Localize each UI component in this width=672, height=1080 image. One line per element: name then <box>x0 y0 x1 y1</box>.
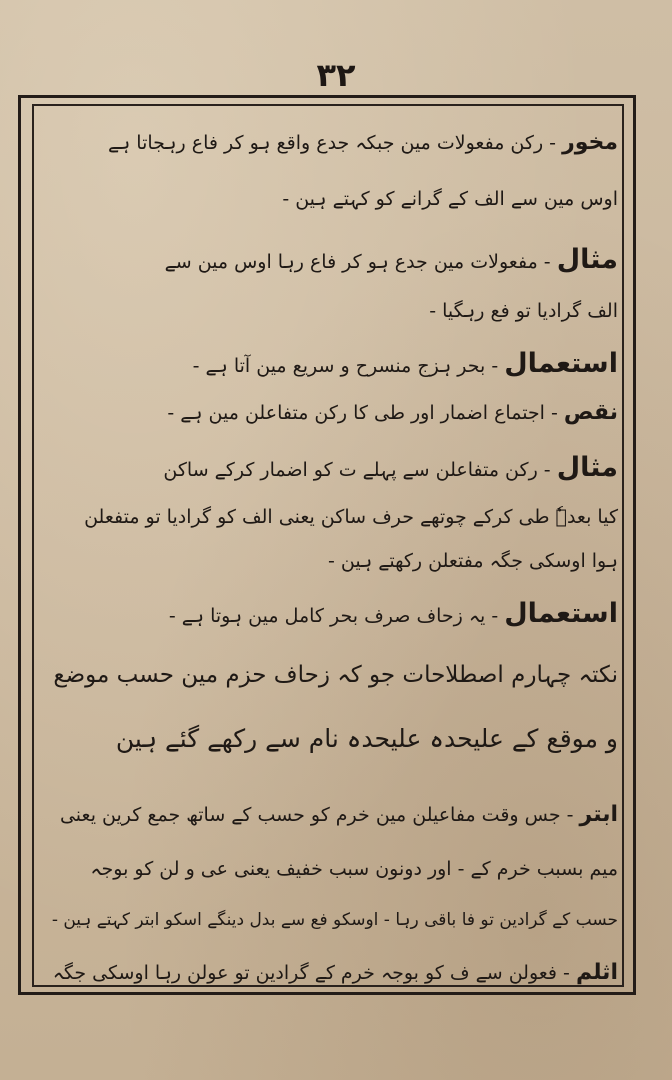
term-label: نقص <box>563 400 618 425</box>
page-border-inner <box>32 104 624 987</box>
text-line <box>165 244 618 276</box>
text-line <box>116 724 618 754</box>
term-label: استعمال <box>504 348 618 379</box>
term-label: استعمال <box>504 598 618 629</box>
line-text: - اجتماع اضمار اور طی کا رکن متفاعلن مین ہے - <box>167 402 564 424</box>
text-line <box>163 452 618 484</box>
term-label: ابتر <box>579 802 618 827</box>
line-text: الف گرادیا تو فع رہگیا - <box>429 300 618 322</box>
text-line <box>193 348 618 380</box>
line-text: کیا بعدہٗ طی کرکے چوتھے حرف ساکن یعنی الف کو گرادیا تو متفعلن <box>84 506 618 528</box>
term-label: مثال <box>556 452 618 483</box>
page-number: ۳۲ <box>316 56 356 94</box>
line-text: و موقع کے علیحدہ علیحدہ نام سے رکھے گئے ہین <box>115 724 618 753</box>
term-label: اثلم <box>575 960 618 985</box>
line-text: - جس وقت مفاعیلن مین خرم کو حسب کے ساتھ جمع کرین یعنی <box>59 804 580 826</box>
line-text: - مفعولات مین جدع ہو کر فاع رہا اوس مین سے <box>164 251 557 273</box>
text-line <box>53 662 618 690</box>
text-line <box>60 802 618 828</box>
line-text: ہوا اوسکی جگہ مفتعلن رکھتے ہین - <box>327 550 618 572</box>
line-text: میم بسبب خرم کے - اور دونون سبب خفیف یعنی عی و لن کو بوجہ <box>90 858 618 880</box>
text-line <box>282 188 618 211</box>
line-text: - فعولن سے ف کو بوجہ خرم کے گرادین تو عولن رہا اوسکی جگہ <box>52 962 576 984</box>
text-line <box>429 300 618 323</box>
line-text: حسب کے گرادین تو فا باقی رہا - اوسکو فع سے بدل دینگے اسکو ابتر کہتے ہین - <box>51 910 618 930</box>
text-line <box>90 858 618 881</box>
text-line <box>169 598 618 630</box>
text-line <box>167 400 618 426</box>
text-line <box>52 910 618 930</box>
line-text: اوس مین سے الف کے گرانے کو کہتے ہین - <box>282 188 618 210</box>
text-line <box>84 506 618 529</box>
line-text: - رکن مفعولات مین جبکہ جدع واقع ہو کر فاع رہجاتا ہے <box>107 132 563 154</box>
line-text: نکتہ چہارم اصطلاحات جو کہ زحاف حزم مین حسب موضع <box>53 662 618 688</box>
line-text: - بحر ہزج منسرح و سریع مین آتا ہے - <box>192 355 505 377</box>
line-text: - رکن متفاعلن سے پہلے ت کو اضمار کرکے ساکن <box>163 459 557 481</box>
text-line <box>108 130 618 156</box>
text-line <box>328 550 618 573</box>
term-label: مخور <box>562 130 618 155</box>
term-label: مثال <box>556 244 618 275</box>
line-text: - یہ زحاف صرف بحر کامل مین ہوتا ہے - <box>168 605 505 627</box>
text-line <box>53 960 618 986</box>
